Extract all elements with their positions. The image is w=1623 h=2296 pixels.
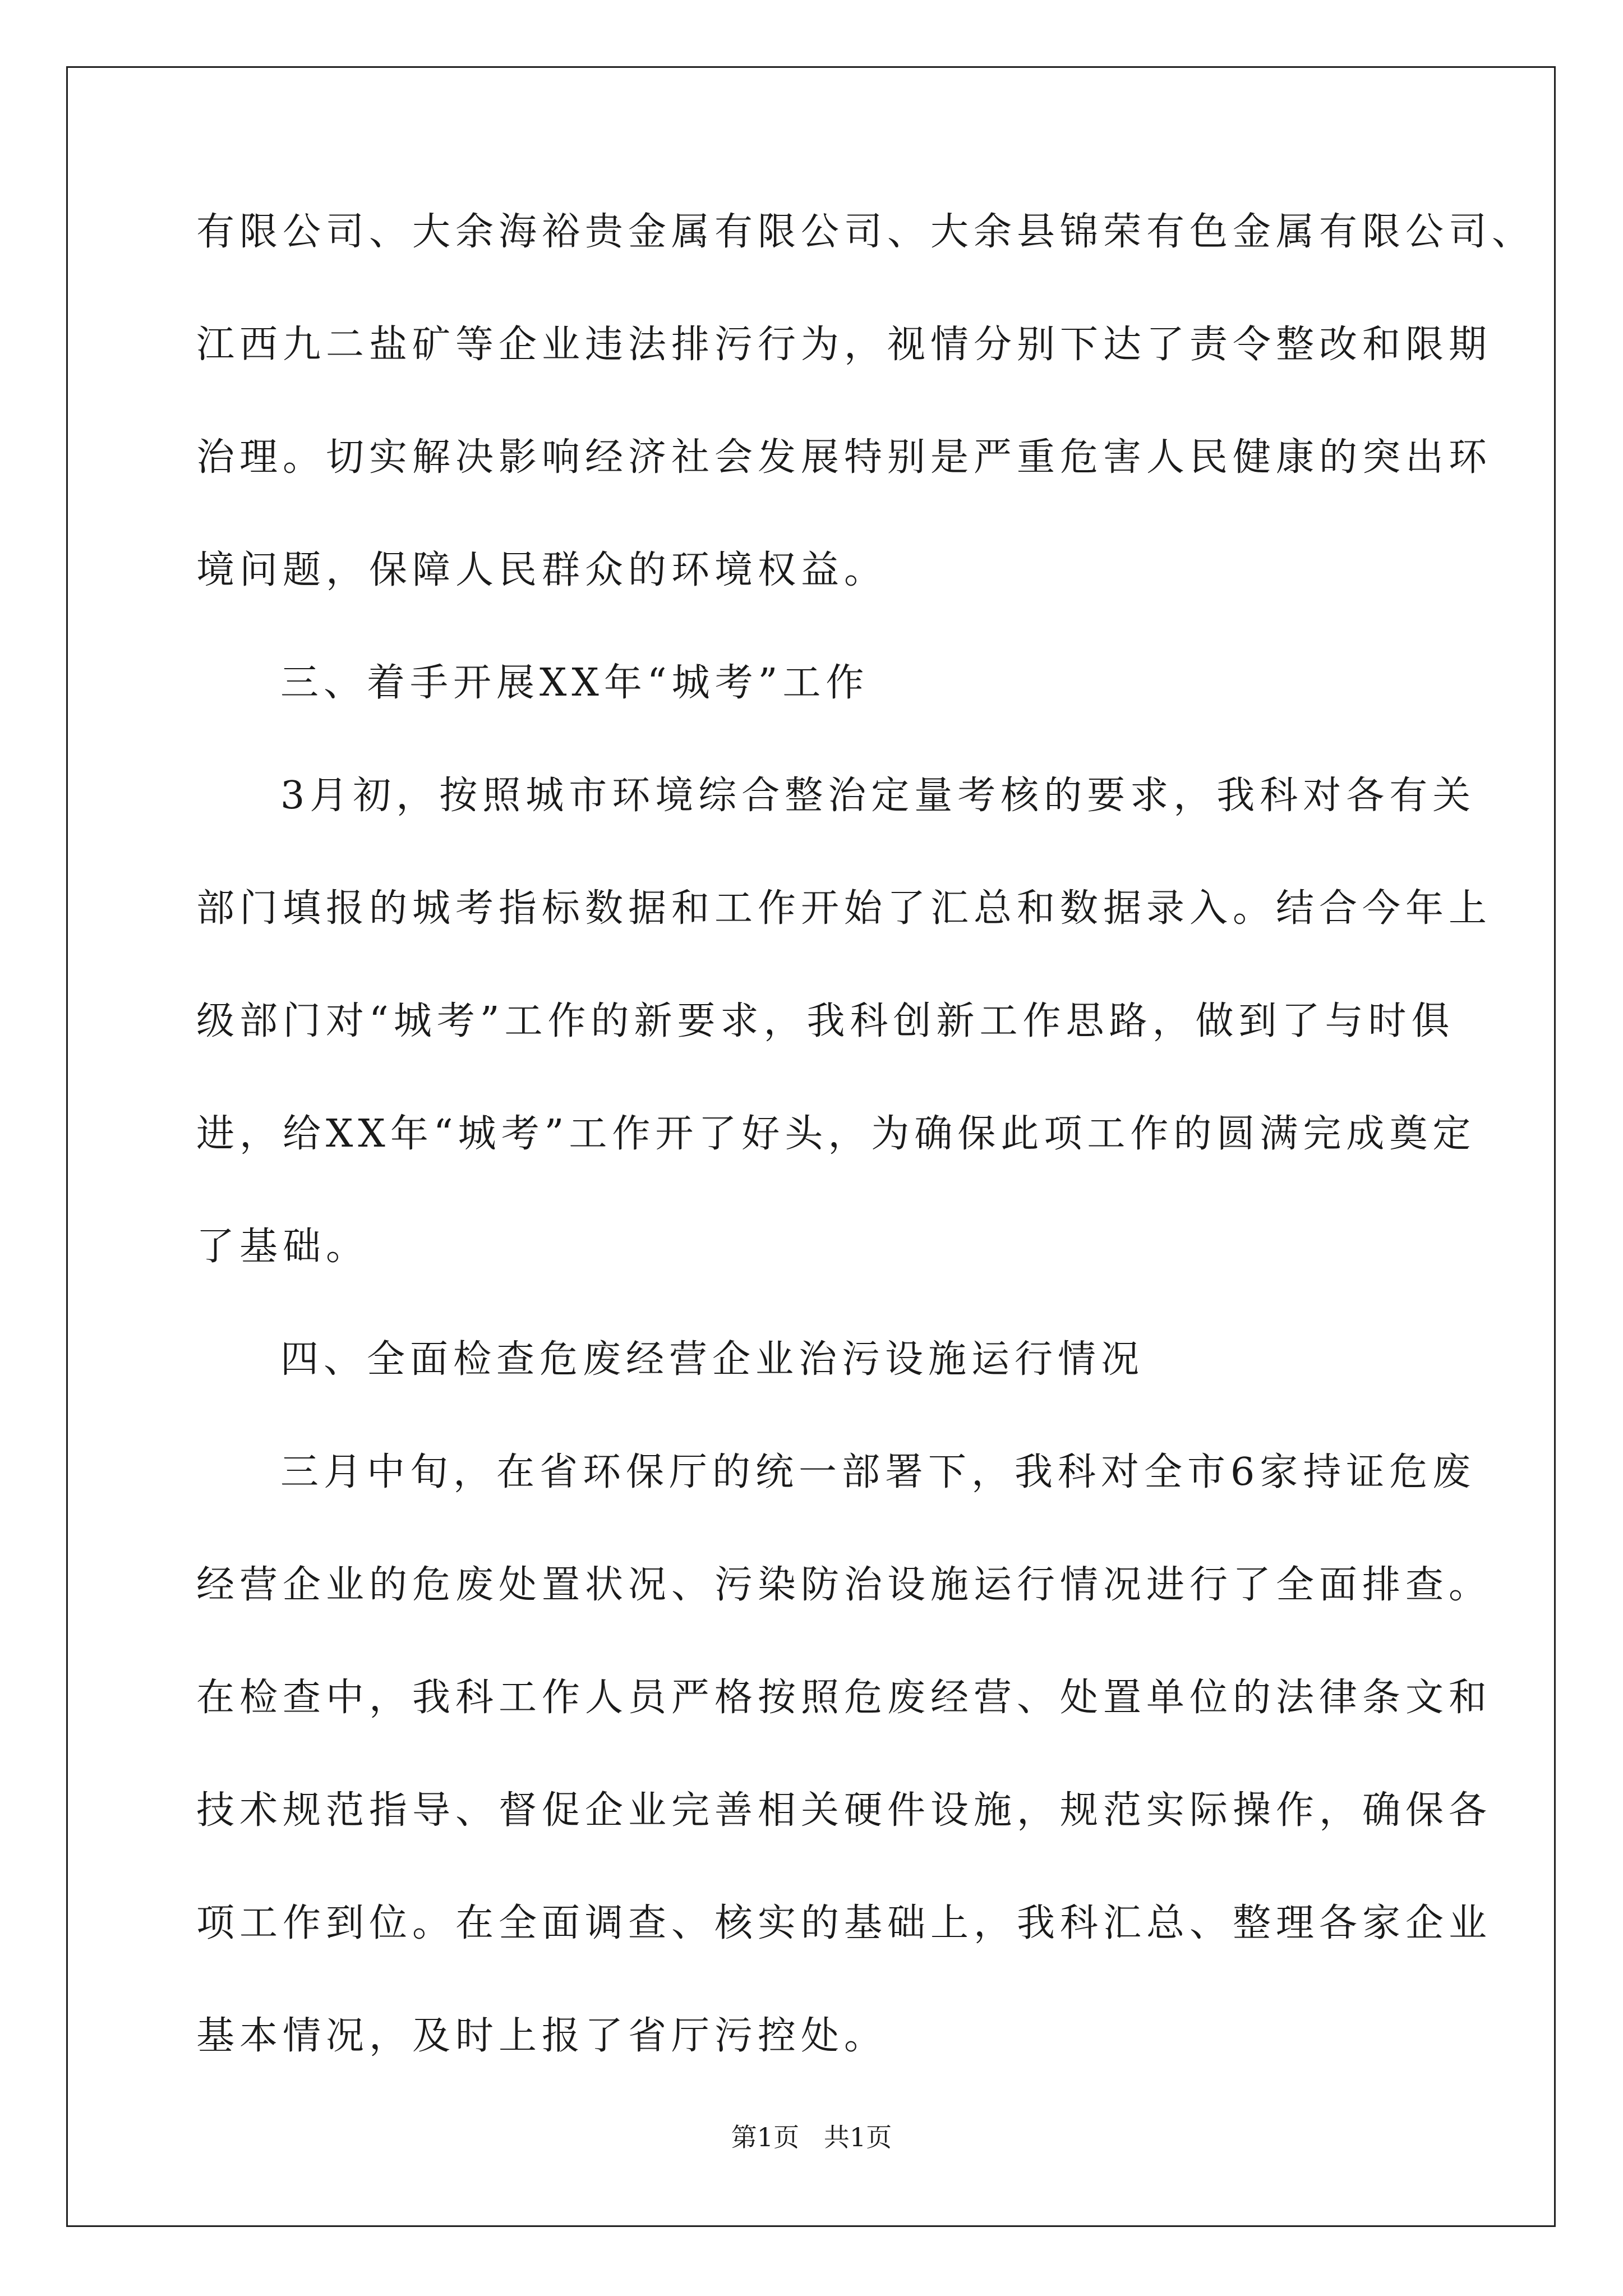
document-body [196, 199, 1536, 2116]
text-line: 江西九二盐矿等企业违法排污行为，视情分别下达了责令整改和限期 [196, 323, 1492, 367]
text-line: 在检查中，我科工作人员严格按照危废经营、处置单位的法律条文和 [196, 1676, 1492, 1720]
text-line: 部门填报的城考指标数据和工作开始了汇总和数据录入。结合今年上 [196, 886, 1492, 931]
section-heading: 三、着手开展XX年“城考”工作 [280, 661, 869, 705]
text-line: 经营企业的危废处置状况、污染防治设施运行情况进行了全面排查。 [196, 1563, 1492, 1607]
text-line: 级部门对“城考”工作的新要求，我科创新工作思路，做到了与时俱 [196, 999, 1455, 1043]
text-line: 三月中旬，在省环保厅的统一部署下，我科对全市6家持证危废 [280, 1450, 1476, 1494]
text-line: 治理。切实解决影响经济社会发展特别是严重危害人民健康的突出环 [196, 435, 1492, 480]
text-line: 3月初，按照城市环境综合整治定量考核的要求，我科对各有关 [280, 774, 1476, 818]
text-line: 项工作到位。在全面调查、核实的基础上，我科汇总、整理各家企业 [196, 1901, 1492, 1945]
page-number-footer: 第1页 共1页 [731, 2122, 892, 2152]
text-line: 了基础。 [196, 1225, 370, 1269]
section-heading: 四、全面检查危废经营企业治污设施运行情况 [280, 1337, 1145, 1382]
text-line: 有限公司、大余海裕贵金属有限公司、大余县锦荣有色金属有限公司、 [196, 210, 1536, 254]
text-line: 境问题，保障人民群众的环境权益。 [196, 548, 888, 592]
text-line: 技术规范指导、督促企业完善相关硬件设施，规范实际操作，确保各 [196, 1788, 1492, 1833]
text-line: 进，给XX年“城考”工作开了好头，为确保此项工作的圆满完成奠定 [196, 1112, 1476, 1156]
text-line: 基本情况，及时上报了省厅污控处。 [196, 2014, 888, 2058]
